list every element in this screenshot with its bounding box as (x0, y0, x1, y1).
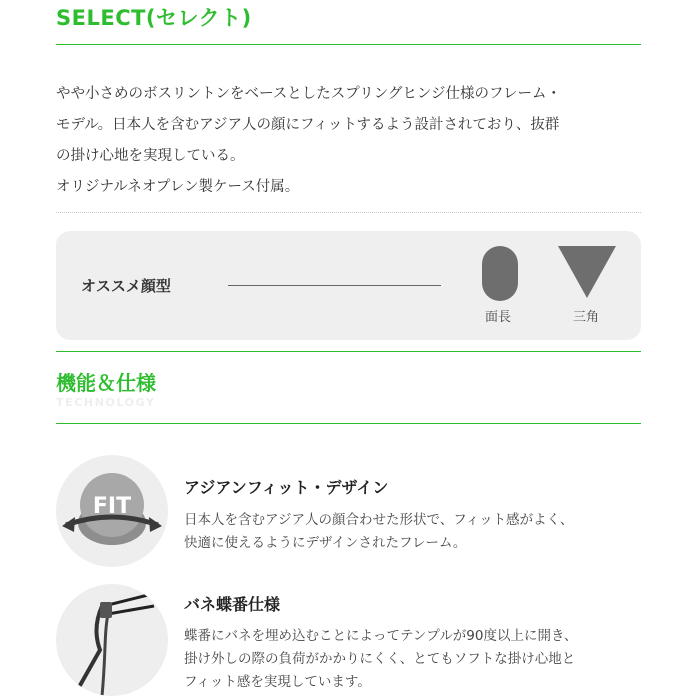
title-underline (56, 44, 641, 45)
dotted-divider (56, 212, 641, 213)
connector-line (228, 285, 441, 286)
feature-text-line: 快適に使えるようにデザインされたフレーム。 (184, 535, 467, 551)
feature-text-line: 日本人を含むアジア人の顔合わせた形状で、フィット感がよく、 (184, 512, 574, 528)
description-line: やや小さめのボスリントンをベースとしたスプリングヒンジ仕様のフレーム・ (56, 86, 561, 102)
spring-hinge-icon (56, 584, 168, 696)
triangle-face-icon (558, 246, 616, 298)
fit-icon-text: FIT (92, 494, 132, 519)
recommended-face-panel (56, 231, 641, 340)
section-divider (56, 351, 641, 352)
feature-description (184, 625, 577, 694)
feature-text-line: 蝶番にバネを埋め込むことによってテンプルが90度以上に開き、 (184, 628, 578, 644)
oval-face-icon (482, 246, 518, 301)
section-subtitle-technology: TECHNOLOGY (56, 396, 156, 409)
description-line: モデル。日本人を含むアジア人の顔にフィットするよう設計されており、抜群 (56, 117, 560, 133)
feature-description (184, 509, 573, 555)
oval-face-caption: 面長 (485, 310, 512, 325)
section-title-spec: 機能＆仕様 (56, 371, 156, 395)
description-line: オリジナルネオプレン製ケース付属。 (56, 179, 300, 195)
face-type-label: オススメ顔型 (81, 277, 171, 295)
feature-title: バネ蝶番仕様 (184, 595, 281, 614)
feature-text-line: フィット感を実現しています。 (184, 674, 371, 690)
section-title-select: SELECT(セレクト) (56, 6, 252, 30)
triangle-face-caption: 三角 (573, 310, 600, 325)
fit-icon (56, 455, 168, 567)
description-line: の掛け心地を実現している。 (56, 148, 245, 164)
feature-text-line: 掛け外しの際の負荷がかかりにくく、とてもソフトな掛け心地と (184, 651, 576, 667)
feature-title: アジアンフィット・デザイン (184, 478, 389, 497)
product-description (56, 79, 646, 203)
spec-title-underline (56, 423, 641, 424)
